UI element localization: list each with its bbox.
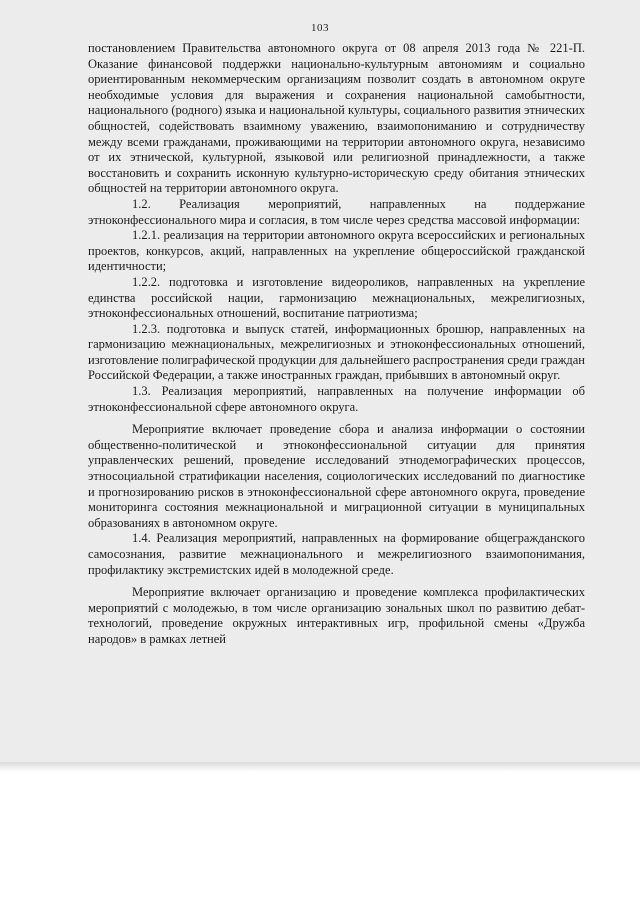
paragraph-1-4: 1.4. Реализация мероприятий, направленных на формирование общегражданского самосознания, развитие межнационального и межрелигиозного взаимопонимания, профилактику экстремистских идей в молодежной среде. [88,531,585,577]
page-number: 103 [311,22,329,34]
paragraph-1-3-description: Мероприятие включает проведение сбора и анализа информации о состоянии общественно-политической и этноконфессиональной ситуации для принятия управленческих решений, проведение исследований этнодемографических процессов, этносоциальной стратификации населения, социологических исследований по диагностике и прогнозированию рисков в этноконфессиональной сфере автономного округа, проведение мониторинга состояния межнациональной и миграционной ситуации в муниципальных образованиях в автономном округе. [88,422,585,530]
paragraph-1-4-description: Мероприятие включает организацию и проведение комплекса профилактических мероприятий с молодежью, в том числе организацию зональных школ по развитию дебат-технологий, проведение окружных интерактивных игр, профильной смены «Дружба народов» в рамках летней [88,585,585,646]
paragraph-1-2-3: 1.2.3. подготовка и выпуск статей, информационных брошюр, направленных на гармонизацию межнациональных, межрелигиозных и этноконфессиональных отношений, изготовление полиграфической продукции для дальнейшего распространения среди граждан Российской Федерации, а также иностранных граждан, прибывших в автономный округ. [88,321,585,383]
scan-edge [0,762,640,772]
paragraph-1-3: 1.3. Реализация мероприятий, направленных на получение информации об этноконфессиональной сфере автономного округа. [88,384,585,414]
paragraph-1-2-2: 1.2.2. подготовка и изготовление видеороликов, направленных на укрепление единства российской нации, гармонизацию межнациональных, межрелигиозных, этноконфессиональных отношений, воспитание патриотизма; [88,274,585,321]
paragraph-continuation: постановлением Правительства автономного округа от 08 апреля 2013 года № 221-П. Оказание финансовой поддержки национально-культурным автономиям и социально ориентированным некоммерческим организациям позволит создать в автономном округе необходимые условия для выражения и сохранения национальной самобытности, национального (родного) языка и национальной культуры, социального развития этнических общностей, содействовать взаимному уважению, взаимопониманию и сотрудничеству между всеми гражданами, проживающими на территории автономного округа, независимо от их этнической, культурной, языковой или религиозной принадлежности, а также восстановить и сохранить исконную культурно-историческую среду обитания этнических общностей на территории автономного округа. [88,41,585,196]
document-body [88,41,585,648]
paragraph-1-2: 1.2. Реализация мероприятий, направленных на поддержание этноконфессионального мира и согласия, в том числе через средства массовой информации: [88,196,585,227]
paragraph-1-2-1: 1.2.1. реализация на территории автономного округа всероссийских и региональных проектов, конкурсов, акций, направленных на укрепление общероссийской гражданской идентичности; [88,228,585,274]
